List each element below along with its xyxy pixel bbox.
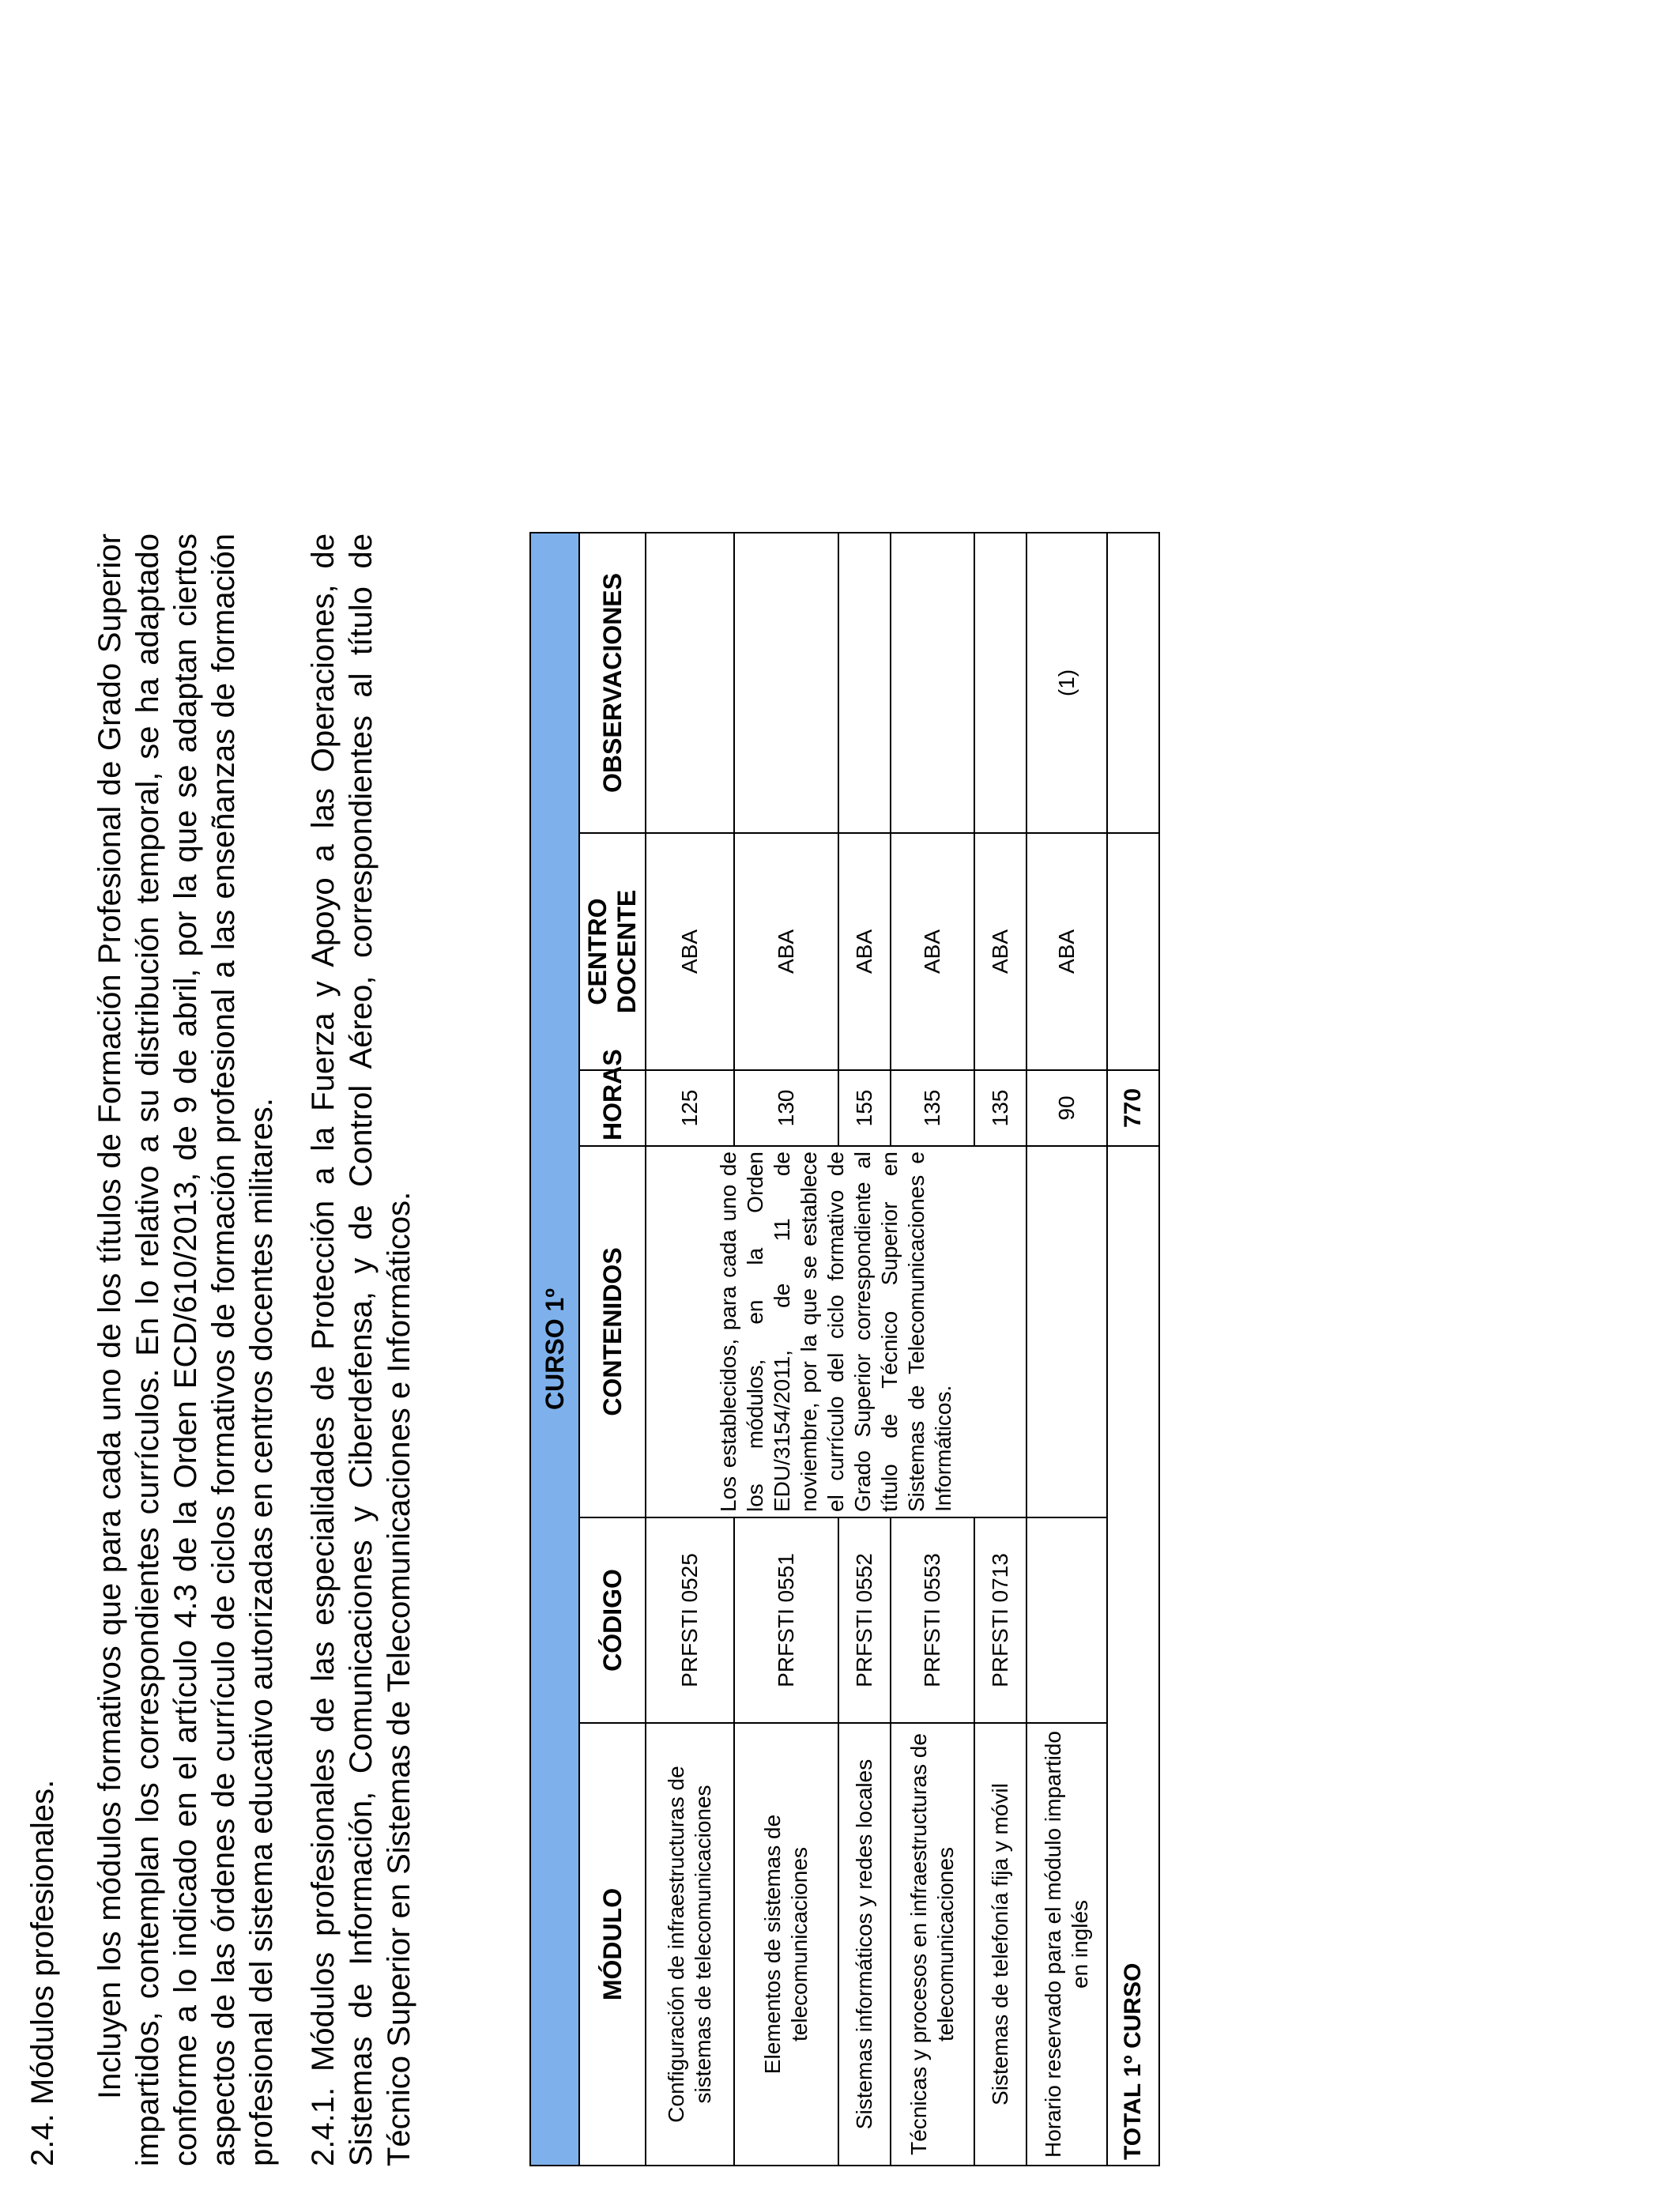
intro-paragraph-text: Incluyen los módulos formativos que para cada uno de los títulos de Formación Profesional de Grado Superior impartidos, contemplan los correspondientes currículos. En lo relativo a su distribución temporal, se ha adaptado conforme a lo indicado en el artículo 4.3 de la Orden ECD/610/2013, de 9 de abril, por la que se adaptan ciertos aspectos de las órdenes de currículo de ciclos formativos de formación profesional a las enseñanzas de formación profesional del sistema educativo autorizadas en centros docentes militares.	[92, 533, 279, 2166]
section-heading: 2.4. Módulos profesionales.	[25, 1779, 60, 2166]
table-row	[1026, 533, 1107, 2166]
cell-modulo: Elementos de sistemas de telecomunicaciones	[734, 1723, 838, 2166]
cell-observaciones	[838, 533, 891, 833]
cell-codigo: PRFSTI 0553	[891, 1517, 974, 1723]
cell-horas: 130	[734, 1070, 838, 1146]
cell-codigo	[1026, 1517, 1107, 1723]
cell-observaciones: (1)	[1026, 533, 1107, 833]
header-horas: HORAS	[579, 1070, 646, 1146]
cell-centro: ABA	[1026, 833, 1107, 1070]
cell-codigo: PRFSTI 0552	[838, 1517, 891, 1723]
cell-centro: ABA	[974, 833, 1026, 1070]
header-codigo: CÓDIGO	[579, 1517, 646, 1723]
total-hours: 770	[1107, 1070, 1159, 1146]
course-title: CURSO 1º	[530, 533, 579, 2166]
total-label: TOTAL 1º CURSO	[1107, 1146, 1159, 2166]
cell-horas: 135	[891, 1070, 974, 1146]
total-row	[1107, 533, 1159, 2166]
cell-horas: 125	[646, 1070, 734, 1146]
modules-table	[529, 532, 1160, 2166]
cell-centro: ABA	[838, 833, 891, 1070]
cell-observaciones	[734, 533, 838, 833]
cell-centro: ABA	[891, 833, 974, 1070]
cell-observaciones	[891, 533, 974, 833]
header-modulo: MÓDULO	[579, 1723, 646, 2166]
cell-contenidos-empty	[1026, 1146, 1107, 1517]
header-contenidos: CONTENIDOS	[579, 1146, 646, 1517]
cell-modulo: Sistemas informáticos y redes locales	[838, 1723, 891, 2166]
cell-horas: 155	[838, 1070, 891, 1146]
intro-paragraph	[91, 533, 281, 2166]
total-centro-empty	[1107, 833, 1159, 1070]
cell-modulo: Configuración de infraestructuras de sistemas de telecomunicaciones	[646, 1723, 734, 2166]
header-observaciones: OBSERVACIONES	[579, 533, 646, 833]
cell-modulo: Sistemas de telefonía fija y móvil	[974, 1723, 1026, 2166]
cell-observaciones	[974, 533, 1026, 833]
cell-codigo: PRFSTI 0713	[974, 1517, 1026, 1723]
cell-modulo: Horario reservado para el módulo impartido en inglés	[1026, 1723, 1107, 2166]
cell-horas: 90	[1026, 1070, 1107, 1146]
cell-horas: 135	[974, 1070, 1026, 1146]
cell-codigo: PRFSTI 0551	[734, 1517, 838, 1723]
cell-codigo: PRFSTI 0525	[646, 1517, 734, 1723]
total-observaciones-empty	[1107, 533, 1159, 833]
header-centro: CENTRO DOCENTE	[579, 833, 646, 1070]
cell-observaciones	[646, 533, 734, 833]
cell-centro: ABA	[646, 833, 734, 1070]
section-paragraph: 2.4.1. Módulos profesionales de las especialidades de Protección a la Fuerza y Apoyo a las Operaciones, de Sistemas de Información, Comunicaciones y Ciberdefensa, y de Control Aéreo, correspondientes al título de Técnico Superior en Sistemas de Telecomunicaciones e Informáticos.	[306, 533, 416, 2166]
table-row	[646, 533, 734, 2166]
cell-contenidos: Los establecidos, para cada uno de los módulos, en la Orden EDU/3154/2011, de 11 de noviembre, por la que se establece el currículo del ciclo formativo de Grado Superior correspondiente al título de Técnico Superior en Sistemas de Telecomunicaciones e Informáticos.	[646, 1146, 1026, 1517]
cell-centro: ABA	[734, 833, 838, 1070]
cell-modulo: Técnicas y procesos en infraestructuras de telecomunicaciones	[891, 1723, 974, 2166]
